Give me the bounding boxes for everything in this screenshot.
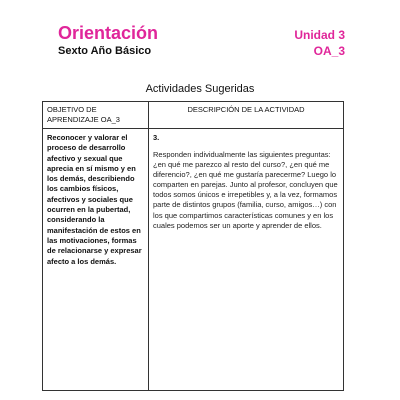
oa-label: OA_3 <box>313 44 345 58</box>
unit-label: Unidad 3 <box>294 28 345 42</box>
activities-table <box>42 101 344 391</box>
activity-number: 3. <box>153 133 160 142</box>
grade-label: Sexto Año Básico <box>58 45 152 57</box>
objective-column-header: OBJETIVO DE APRENDIZAJE OA_3 <box>47 105 120 124</box>
activity-column-header: DESCRIPCIÓN DE LA ACTIVIDAD <box>187 105 305 114</box>
objective-text: Reconocer y valorar el proceso de desarrollo afectivo y sexual que aprecia en sí mismo y en los demás, describiendo los cambios físicos, afectivos y sociales que ocurren en la pubertad, considerando la manifestación de estos en las motivaciones, formas de relacionarse y expresar afecto a los demás. <box>47 133 142 266</box>
section-title: Actividades Sugeridas <box>145 83 255 95</box>
column-divider <box>148 102 149 390</box>
activity-description: Responden individualmente las siguientes preguntas: ¿en qué me parezco al resto del curso?, ¿en qué me diferencio?, ¿en qué me gustaría parecerme? Luego lo comparten en parejas. Junto al profesor, concluyen que todos somos únicos e irrepetibles y, a la vez, formamos parte de distintos grupos (familia, curso, amigos…) con los que compartimos características comunes y en los cuales podemos ser un aporte y aprender de ellos. <box>153 150 338 230</box>
subject-title: Orientación <box>58 23 159 43</box>
